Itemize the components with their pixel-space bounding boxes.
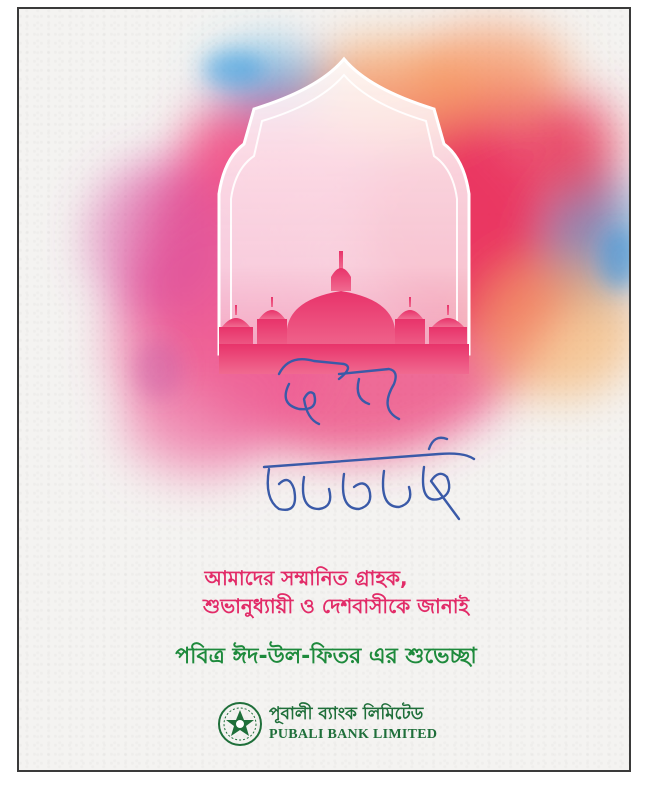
- poster-frame: [17, 7, 631, 772]
- eid-greeting: পবিত্র ঈদ-উল-ফিতর এর শুভেচ্ছা: [175, 644, 477, 669]
- bank-name-bengali: পূবালী ব্যাংক লিমিটেড: [269, 704, 424, 724]
- eid-mubarak-calligraphy: [259, 349, 479, 549]
- message-line-2: শুভানুধ্যায়ী ও দেশবাসীকে জানাই: [203, 594, 469, 618]
- bank-brand: [217, 699, 457, 755]
- star-seal-icon: [217, 701, 263, 747]
- bank-name-english: PUBALI BANK LIMITED: [269, 727, 438, 742]
- message-line-1: আমাদের সম্মানিত গ্রাহক,: [204, 566, 408, 590]
